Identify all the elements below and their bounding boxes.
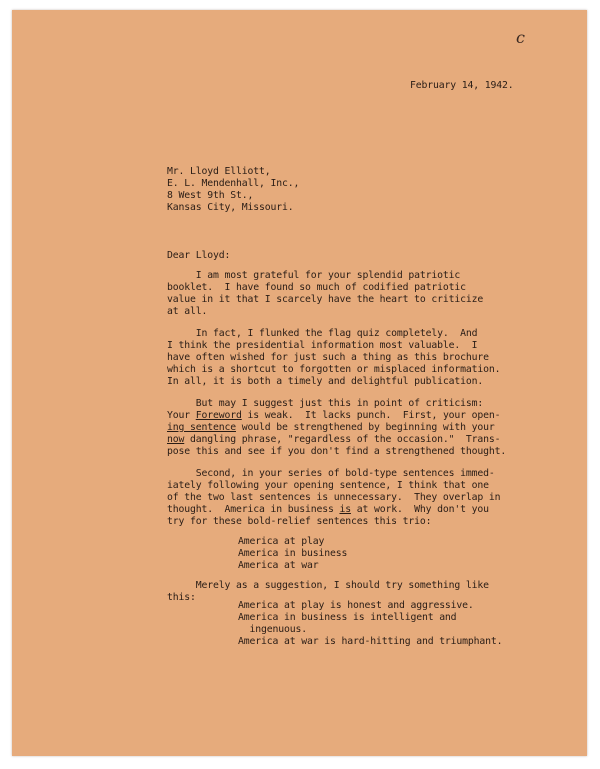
address-line: E. L. Mendenhall, Inc.,: [167, 178, 300, 189]
trio-item: America in business: [238, 548, 348, 559]
text-run: thought. America in business: [167, 504, 340, 515]
text-run: dangling phrase, "regardless of the occasion." Trans-: [184, 434, 501, 445]
trio-item: America at play: [238, 536, 325, 547]
paragraph-4-line: Second, in your series of bold-type sentences immed-: [167, 468, 495, 479]
text-run: Your: [167, 410, 196, 421]
suggestion-line: America at war is hard-hitting and triumphant.: [238, 636, 503, 647]
paragraph-1-line: at all.: [167, 306, 208, 317]
paragraph-4-line: [167, 504, 489, 516]
text-run: would be strengthened by beginning with your: [235, 422, 495, 433]
text-run: at work. Why don't you: [350, 504, 489, 515]
paragraph-3-line: [167, 410, 500, 422]
paragraph-2-line: which is a shortcut to forgotten or misplaced information.: [167, 364, 501, 375]
paragraph-3-line: [167, 434, 500, 446]
text-run: is weak. It lacks punch. First, your open-: [241, 410, 501, 421]
paragraph-4-line: of the two last sentences is unnecessary. They overlap in: [167, 492, 501, 503]
paragraph-3-line: [167, 422, 495, 434]
address-line: 8 West 9th St.,: [167, 190, 254, 201]
suggestion-line: America in business is intelligent and: [238, 612, 457, 623]
underlined-word: Foreword: [195, 410, 242, 421]
paragraph-2-line: In fact, I flunked the flag quiz completely. And: [167, 328, 478, 339]
paragraph-1-line: booklet. I have found so much of codified patriotic: [167, 282, 466, 293]
paragraph-2-line: have often wished for just such a thing as this brochure: [167, 352, 489, 363]
paragraph-4-line: try for these bold-relief sentences this trio:: [167, 516, 432, 527]
address-line: Kansas City, Missouri.: [167, 202, 294, 213]
paragraph-5-line: Merely as a suggestion, I should try something like: [167, 580, 489, 591]
letter-date: February 14, 1942.: [410, 80, 514, 91]
paragraph-1-line: I am most grateful for your splendid patriotic: [167, 270, 461, 281]
suggestion-line: ingenuous.: [238, 624, 307, 635]
salutation: Dear Lloyd:: [167, 250, 231, 261]
paragraph-2-line: In all, it is both a timely and delightful publication.: [167, 376, 484, 387]
address-line: Mr. Lloyd Elliott,: [167, 166, 271, 177]
paragraph-1-line: value in it that I scarcely have the heart to criticize: [167, 294, 484, 305]
paragraph-4-line: iately following your opening sentence, I think that one: [167, 480, 489, 491]
underlined-word: is: [339, 504, 351, 515]
trio-item: America at war: [238, 560, 319, 571]
paragraph-3-line: pose this and see if you don't find a strengthened thought.: [167, 446, 507, 457]
underlined-word: now: [167, 434, 185, 445]
paragraph-2-line: I think the presidential information most valuable. I: [167, 340, 478, 351]
corner-handwritten-mark: c: [516, 28, 525, 47]
paragraph-3-line: But may I suggest just this in point of criticism:: [167, 398, 484, 409]
underlined-word: ing sentence: [167, 422, 236, 433]
suggestion-line: America at play is honest and aggressive.: [238, 600, 474, 611]
paragraph-5-line: this:: [167, 592, 196, 603]
